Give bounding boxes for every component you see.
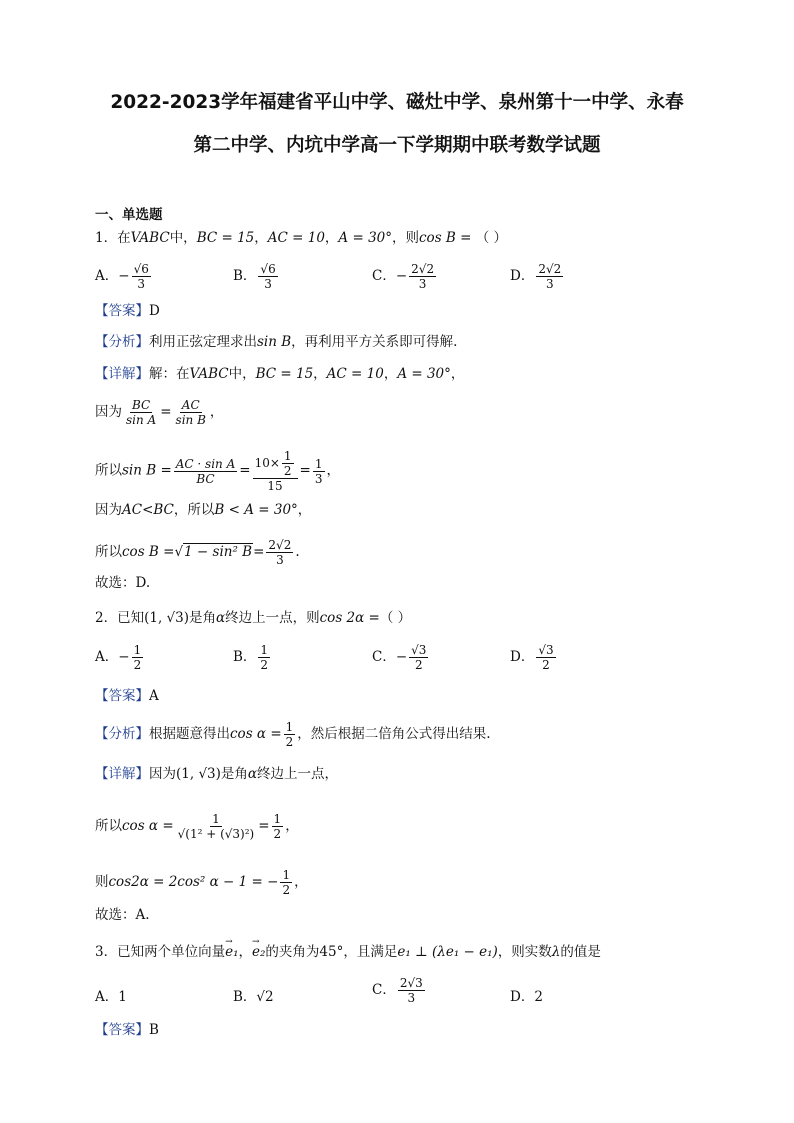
- q2-cos2a-calc: 则cos2α = 2cos² α − 1 = − $\frac{1}{2}$ ，: [95, 868, 308, 897]
- q3-option-d: D．2: [510, 989, 543, 1005]
- q1-analysis: 【分析】利用正弦定理求出sin B，再利用平方关系即可得解.: [95, 334, 458, 350]
- q1-answer: 【答案】D: [95, 303, 160, 319]
- q1-detail: 【详解】解：在VABC中，BC = 15，AC = 10，A = 30°，: [95, 366, 465, 382]
- q2-option-c: C．− $\frac{√3}{2}$: [372, 643, 427, 672]
- q2-stem: 2．已知(1, √3)是角α终边上一点，则cos 2α =（ ）: [95, 610, 412, 626]
- q2-answer: 【答案】A: [95, 688, 159, 704]
- q2-option-a: A．− $\frac{1}{2}$: [95, 643, 142, 672]
- q1-cosb-calc: 所以cos B =√1 − sin² B= $\frac{2√2}{3}$ .: [95, 538, 300, 567]
- q3-option-a: A．1: [95, 989, 127, 1005]
- q2-option-d: D． $\frac{√3}{2}$: [510, 643, 554, 672]
- q3-stem: 3．已知两个单位向量→ e₁，→ e₂的夹角为45°，且满足e₁ ⊥ (λe₁ − e₁)，则实数λ的值是: [95, 942, 601, 962]
- q1-sinb-calc: 所以sin B = $\frac{\text{AC · sin A}}{BC}$ = 10× $\frac{1}{2}$ 15 = $\frac{1}{3}$ ，: [95, 449, 340, 493]
- q2-option-b: B． $\frac{1}{2}$: [233, 643, 269, 672]
- q1-option-b: B． $\frac{√6}{3}$: [233, 262, 276, 291]
- q2-cos-calc: 所以cos α = $\frac{1}{\text{√(1² + (√3)²)}}$ = $\frac{1}{2}$ ，: [95, 812, 299, 841]
- doc-title-line1: 2022-2023学年福建省平山中学、磁灶中学、泉州第十一中学、永春: [110, 92, 684, 113]
- q1-option-c: C．− $\frac{2√2}{3}$: [372, 262, 435, 291]
- q2-detail: 【详解】因为(1, √3)是角α终边上一点，: [95, 766, 339, 782]
- q3-answer: 【答案】B: [95, 1022, 159, 1038]
- q1-stem: 1．在VABC中，BC = 15，AC = 10，A = 30°，则cos B = （ ）: [95, 230, 508, 246]
- q3-option-b: B．√2: [233, 989, 274, 1005]
- doc-title-line2: 第二中学、内坑中学高一下学期期中联考数学试题: [193, 135, 601, 156]
- q3-option-c: C． $\frac{2√3}{3}$: [372, 976, 423, 1005]
- q1-choose: 故选：D.: [95, 575, 151, 591]
- q2-choose: 故选：A.: [95, 907, 150, 923]
- q1-law-of-sines: 因为 $\frac{BC}{\text{sin A}}$ = $\frac{AC}{\text{sin B}}$ ，: [95, 398, 224, 427]
- section-heading: 一、单选题: [95, 207, 163, 223]
- q1-compare: 因为AC<BC，所以B < A = 30°，: [95, 502, 312, 518]
- q2-analysis: 【分析】根据题意得出cos α = $\frac{1}{2}$ ，然后根据二倍角公式得出结果.: [95, 720, 491, 749]
- q1-option-d: D． $\frac{2√2}{3}$: [510, 262, 562, 291]
- q1-option-a: A．− $\frac{√6}{3}$: [95, 262, 149, 291]
